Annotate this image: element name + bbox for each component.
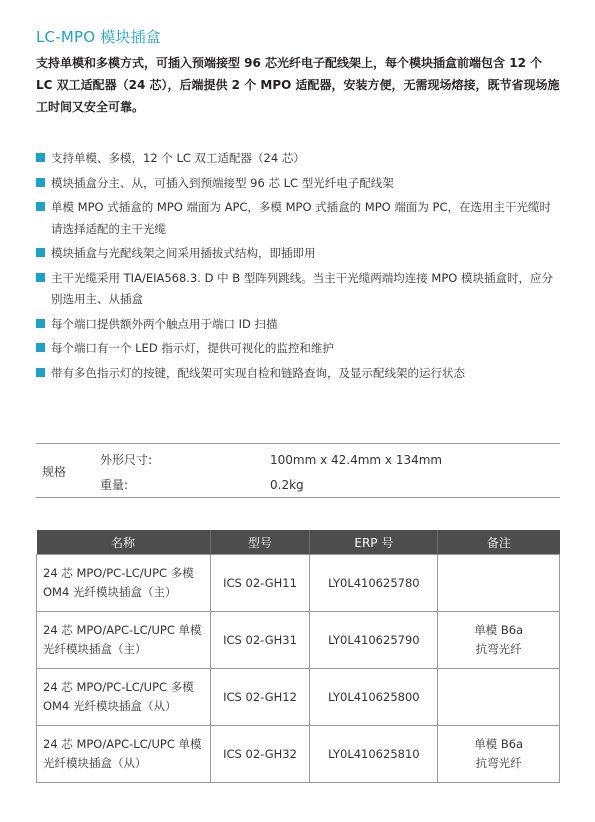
cell-erp: LY0L410625810 (310, 726, 438, 783)
cell-name: 24 芯 MPO/APC-LC/UPC 单模 光纤模块插盒（主） (37, 612, 211, 669)
feature-text: 每个端口提供额外两个触点用于端口 ID 扫描 (51, 316, 278, 331)
feature-list (36, 148, 560, 387)
spec-value: 100mm x 42.4mm x 134mm (270, 453, 443, 467)
feature-item (36, 173, 560, 195)
square-bullet-icon (36, 343, 45, 352)
square-bullet-icon (36, 178, 45, 187)
spec-key: 重量: (100, 478, 129, 492)
intro-paragraph: 支持单模和多模方式，可插入预端接型 96 芯光纤电子配线架上，每个模块插盒前端包含 12 个 LC 双工适配器（24 芯），后端提供 2 个 MPO 适配器，安装方便，无需现场熔接，既节省现场施工时间又安全可靠。 (36, 56, 560, 114)
table-row (37, 669, 560, 726)
feature-text: 模块插盒分主、从，可插入到预端接型 96 芯 LC 型光纤电子配线架 (51, 175, 394, 190)
table-row (37, 726, 560, 783)
cell-note (438, 555, 560, 612)
section-title: LC-MPO 模块插盒 (36, 28, 162, 46)
cell-note (438, 669, 560, 726)
square-bullet-icon (36, 273, 45, 282)
column-header-name: 名称 (37, 530, 211, 555)
table-row (37, 612, 560, 669)
cell-note: 单模 B6a 抗弯光纤 (438, 726, 560, 783)
cell-note: 单模 B6a 抗弯光纤 (438, 612, 560, 669)
cell-model: ICS 02-GH31 (210, 612, 310, 669)
cell-erp: LY0L410625800 (310, 669, 438, 726)
cell-erp: LY0L410625780 (310, 555, 438, 612)
feature-text: 单模 MPO 式插盒的 MPO 端面为 APC，多模 MPO 式插盒的 MPO 端面为 PC，在选用主干光缆时请选择适配的主干光缆 (51, 200, 551, 236)
column-header-model: 型号 (210, 530, 310, 555)
feature-item (36, 314, 560, 336)
spec-value: 0.2kg (270, 478, 304, 492)
spec-label: 规格 (42, 465, 67, 479)
square-bullet-icon (36, 368, 45, 377)
spec-row-weight (100, 476, 304, 493)
feature-item (36, 268, 560, 311)
feature-item (36, 197, 560, 240)
feature-item (36, 148, 560, 170)
column-header-erp: ERP 号 (310, 530, 438, 555)
feature-text: 支持单模、多模，12 个 LC 双工适配器（24 芯） (51, 151, 305, 165)
feature-text: 主干光缆采用 TIA/EIA568.3. D 中 B 型阵列跳线。当主干光缆两端均连接 MPO 模块插盒时，应分别选用主、从插盒 (51, 270, 553, 306)
cell-erp: LY0L410625790 (310, 612, 438, 669)
cell-name: 24 芯 MPO/APC-LC/UPC 单模 光纤模块插盒（从） (37, 726, 211, 783)
cell-model: ICS 02-GH32 (210, 726, 310, 783)
cell-model: ICS 02-GH11 (210, 555, 310, 612)
spec-block (36, 443, 560, 498)
feature-text: 每个端口有一个 LED 指示灯，提供可视化的监控和维护 (51, 341, 334, 355)
cell-name: 24 芯 MPO/PC-LC/UPC 多模 OM4 光纤模块插盒（主） (37, 555, 211, 612)
square-bullet-icon (36, 248, 45, 257)
square-bullet-icon (36, 153, 45, 162)
spec-row-dimensions (100, 451, 442, 468)
spec-key: 外形尺寸: (100, 453, 153, 467)
table-header-row (37, 530, 560, 555)
column-header-note: 备注 (438, 530, 560, 555)
feature-item (36, 363, 560, 385)
square-bullet-icon (36, 319, 45, 328)
square-bullet-icon (36, 202, 45, 211)
cell-name: 24 芯 MPO/PC-LC/UPC 多模 OM4 光纤模块插盒（从） (37, 669, 211, 726)
cell-model: ICS 02-GH12 (210, 669, 310, 726)
feature-text: 模块插盒与光配线架之间采用插拔式结构，即插即用 (51, 246, 316, 260)
table-row (37, 555, 560, 612)
feature-text: 带有多色指示灯的按键，配线架可实现自检和链路查询，及显示配线架的运行状态 (51, 365, 465, 380)
feature-item (36, 338, 560, 360)
product-table (36, 530, 560, 783)
feature-item (36, 243, 560, 265)
